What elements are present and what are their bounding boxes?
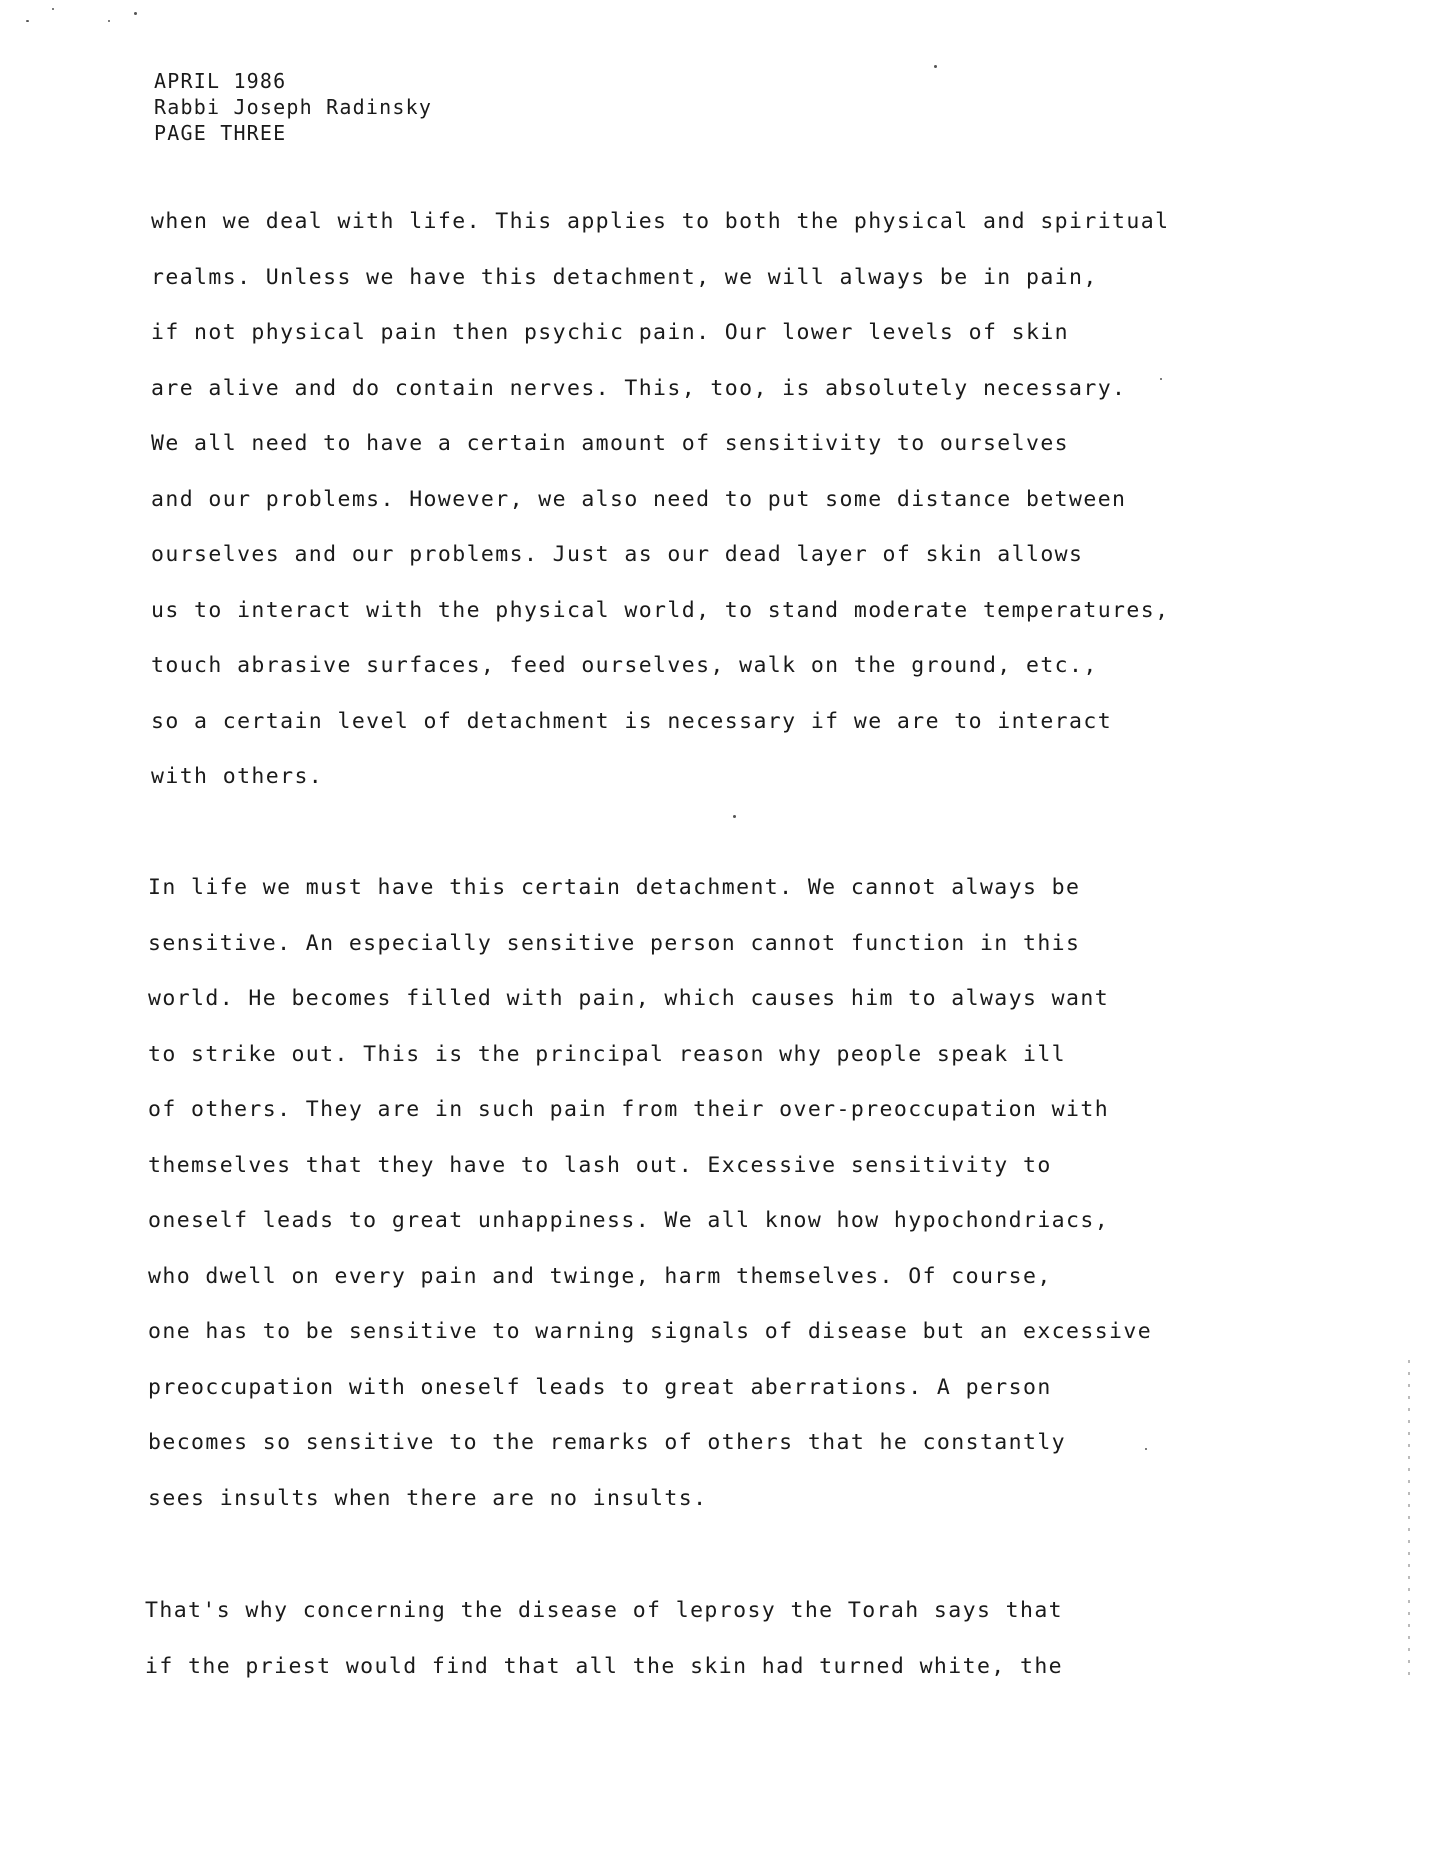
header-date: APRIL 1986 bbox=[154, 69, 287, 93]
text-line: We all need to have a certain amount of sensitivity to ourselves bbox=[151, 431, 1070, 456]
text-line: who dwell on every pain and twinge, harm themselves. Of course, bbox=[148, 1263, 1052, 1289]
text-line: sees insults when there are no insults. bbox=[148, 1485, 708, 1511]
text-line: so a certain level of detachment is necessary if we are to interact bbox=[151, 708, 1113, 734]
text-line: to strike out. This is the principal reason why people speak ill bbox=[148, 1041, 1067, 1067]
scan-speck bbox=[134, 12, 137, 15]
text-line: world. He becomes filled with pain, which causes him to always want bbox=[148, 986, 1110, 1011]
text-line: In life we must have this certain detachment. We cannot always be bbox=[148, 875, 1081, 900]
text-line: are alive and do contain nerves. This, too, is absolutely necessary. bbox=[151, 375, 1127, 401]
paragraph-1 bbox=[151, 194, 1169, 805]
scan-speck bbox=[733, 815, 736, 818]
scan-speck bbox=[934, 65, 937, 68]
text-line: ourselves and our problems. Just as our dead layer of skin allows bbox=[151, 542, 1084, 567]
scan-speck bbox=[108, 20, 110, 22]
scan-speck bbox=[52, 8, 54, 10]
text-line: touch abrasive surfaces, feed ourselves, walk on the ground, etc., bbox=[151, 653, 1098, 678]
text-line: and our problems. However, we also need to put some distance between bbox=[151, 486, 1127, 512]
paragraph-3 bbox=[145, 1583, 1063, 1694]
text-line: sensitive. An especially sensitive person cannot function in this bbox=[148, 930, 1081, 956]
text-line: That's why concerning the disease of leprosy the Torah says that bbox=[145, 1598, 1064, 1623]
text-line: becomes so sensitive to the remarks of others that he constantly bbox=[148, 1430, 1067, 1455]
scan-speck bbox=[1160, 378, 1162, 380]
text-line: one has to be sensitive to warning signals of disease but an excessive bbox=[148, 1319, 1153, 1344]
scan-speck bbox=[1145, 1448, 1147, 1450]
scan-edge-marks bbox=[1408, 1360, 1410, 1680]
text-line: themselves that they have to lash out. Excessive sensitivity to bbox=[148, 1152, 1052, 1178]
header-author: Rabbi Joseph Radinsky bbox=[154, 95, 433, 119]
text-line: with others. bbox=[151, 764, 324, 789]
page-header bbox=[154, 68, 432, 146]
text-line: when we deal with life. This applies to both the physical and spiritual bbox=[151, 209, 1170, 234]
text-line: oneself leads to great unhappiness. We all know how hypochondriacs, bbox=[148, 1208, 1110, 1233]
scan-speck bbox=[26, 20, 29, 22]
header-page-number: PAGE THREE bbox=[154, 121, 287, 145]
text-line: if the priest would find that all the skin had turned white, the bbox=[145, 1653, 1064, 1679]
text-line: us to interact with the physical world, to stand moderate temperatures, bbox=[151, 597, 1170, 623]
text-line: of others. They are in such pain from their over-preoccupation with bbox=[148, 1097, 1110, 1122]
text-line: realms. Unless we have this detachment, we will always be in pain, bbox=[151, 264, 1098, 290]
text-line: preoccupation with oneself leads to great aberrations. A person bbox=[148, 1374, 1052, 1400]
text-line: if not physical pain then psychic pain. Our lower levels of skin bbox=[151, 320, 1070, 345]
paragraph-2 bbox=[148, 860, 1152, 1526]
